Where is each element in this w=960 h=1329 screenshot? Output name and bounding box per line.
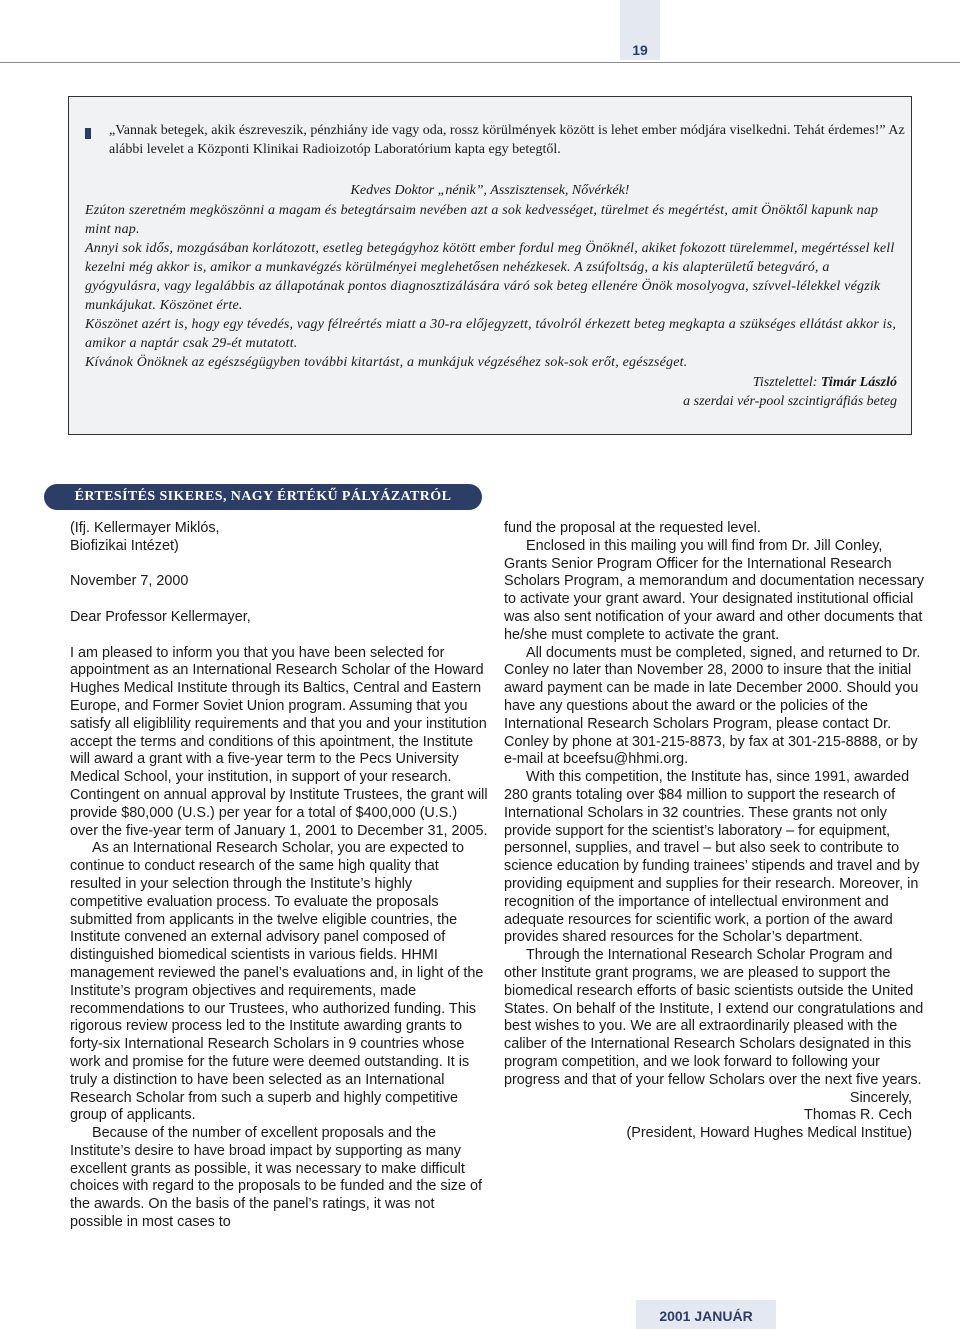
signoff-line	[683, 373, 897, 392]
article-paragraph: Enclosed in this mailing you will find from Dr. Jill Conley, Grants Senior Program Officer for the International Research Scholars Program, a memorandum and documentation necessary to activate your grant award. Your designated institutional official was also sent notification of your award and other documents that he/she must complete to activate the grant.	[504, 537, 924, 643]
author-line: (Ifj. Kellermayer Miklós,	[70, 520, 220, 536]
footer-tab	[636, 1300, 776, 1329]
letter-intro: „Vannak betegek, akik észreveszik, pénzhiány ide vagy oda, rossz körülmények között is lehet ember módjára viselkedni. Tehát érdemes!” Az alábbi levelet a Központi Klinikai Radioizotóp Laboratórium kapta egy betegtől.	[109, 123, 905, 157]
author-line: Biofizikai Intézet)	[70, 537, 179, 554]
page-number-tab	[620, 0, 660, 60]
article-paragraph: Through the International Research Scholar Program and other Institute grant programs, we are pleased to support the biomedical research efforts of basic scientists outside the United States. On behalf of the Institute, I extend our congratulations and best wishes to you. We are all extraordinarily pleased with the caliber of the International Research Scholars designated in this program competition, and we look forward to following your progress and that of your fellow Scholars over the next five years.	[504, 947, 924, 1088]
signer-title: (President, Howard Hughes Medical Institue)	[626, 1125, 912, 1142]
article-paragraph: With this competition, the Institute has, since 1991, awarded 280 grants totaling over $84 million to support the research of International Scholars in 32 countries. These grants not only provide support for the scientist’s laboratory – for equipment, personnel, supplies, and travel – but also seek to contribute to science education by funding trainees’ stipends and travel and by providing equipment and supplies for their research. Moreover, in recognition of the importance of intellectual environment and adequate resources for scientific work, a portion of the award provides shared resources for the Scholar’s department.	[504, 769, 920, 946]
signer-name: Thomas R. Cech	[804, 1107, 912, 1124]
letter-date: November 7, 2000	[70, 573, 189, 590]
article-left-column	[70, 520, 488, 1232]
patient-letter-box	[68, 96, 912, 435]
article-paragraph: Because of the number of excellent proposals and the Institute’s desire to have broad impact by supporting as many excellent grants as possible, it was necessary to make difficult choices with regard to the proposals to be funded and the size of the awards. On the basis of the panel’s ratings, it was not possible in most cases to	[70, 1125, 482, 1231]
article-paragraph: All documents must be completed, signed, and returned to Dr. Conley no later than November 28, 2000 to insure that the initial award payment can be made in late December 2000. Should you have any questions about the award or the policies of the International Research Scholars Program, please contact Dr. Conley by phone at 301-215-8873, by fax at 301-215-8888, or by e-mail at bceefsu@hhmi.org.	[504, 644, 921, 768]
letter-salutation: Kedves Doktor „nénik”, Asszisztensek, Nővérkék!	[350, 183, 630, 198]
article-right-column	[504, 520, 924, 1143]
letter-greeting: Dear Professor Kellermayer,	[70, 608, 251, 625]
closing: Sincerely,	[849, 1089, 912, 1106]
letter-signoff	[683, 373, 897, 411]
signoff-prefix: Tisztelettel:	[752, 375, 821, 390]
section-banner: ÉRTESÍTÉS SIKERES, NAGY ÉRTÉKŰ PÁLYÁZATRÓL	[44, 484, 482, 510]
article-paragraph: fund the proposal at the requested level.	[504, 520, 761, 536]
signoff-title: a szerdai vér-pool szcintigráfiás beteg	[683, 394, 897, 409]
page-number: 19	[632, 42, 648, 58]
signoff-name: Timár László	[820, 375, 897, 390]
letter-paragraph: Köszönet azért is, hogy egy tévedés, vagy félreértés miatt a 30-ra előjegyzett, távolról érkezett beteg megkapta a szükséges ellátást akkor is, amikor a naptár csak 29-ét mutatott.	[85, 317, 897, 351]
letter-paragraph: Ezúton szeretném megköszönni a magam és betegtársaim nevében azt a sok kedvességet, türelmet és megértést, amit Önöktől kapunk nap mint nap.	[85, 203, 879, 237]
letter-body	[85, 201, 899, 372]
square-bullet-icon	[85, 128, 91, 139]
issue-label: 2001 JANUÁR	[659, 1308, 753, 1324]
letter-paragraph: Kívánok Önöknek az egészségügyben további kitartást, a munkájuk végzéséhez sok-sok erőt, egészséget.	[85, 355, 688, 370]
article-paragraph: I am pleased to inform you that you have been selected for appointment as an International Research Scholar of the Howard Hughes Medical Institute through its Baltics, Central and Eastern Europe, and Former Soviet Union program. Assuming that you satisfy all eligiblility requirements and that you and your institution accept the terms and conditions of this apointment, the Institute will award a grant with a five-year term to the Pecs University Medical School, your institution, in support of your research. Contingent on annual approval by Institute Trustees, the grant will provide $80,000 (U.S.) per year for a total of $400,000 (U.S.) over the five-year term of January 1, 2001 to December 31, 2005.	[70, 644, 488, 839]
header-divider	[0, 62, 960, 63]
article-paragraph: As an International Research Scholar, you are expected to continue to conduct research of the same high quality that resulted in your selection through the Institute’s highly competitive evaluation process. To evaluate the proposals submitted from applicants in the twelve eligible countries, the Institute convened an external advisory panel composed of distinguished biomedical scientists in various fields. HHMI management reviewed the panel’s evaluations and, in light of the Institute’s program objectives and requirements, made recommendations to our Trustees, who authorized funding. This rigorous review process led to the Institute awarding grants to forty-six International Research Scholars in 9 countries whose work and promise for the future were deemed outstanding. It is truly a distinction to have been selected as an International Research Scholar from such a superb and highly competitive group of applicants.	[70, 840, 484, 1124]
letter-paragraph: Annyi sok idős, mozgásában korlátozott, esetleg betegágyhoz kötött ember fordul meg Önöknél, akiket fokozott türelemmel, megértéssel kell kezelni még akkor is, amikor a munkavégzés körülményei meglehetősen nehézkesek. A zsúfoltság, a kis alapterületű betegváró, a gyógyulásra, vagy legalábbis az állapotának pontos diagnosztizálására váró sok beteg ellenére Önök mosolyogva, szívvel-lélekkel végzik munkájukat. Köszönet érte.	[85, 241, 895, 313]
